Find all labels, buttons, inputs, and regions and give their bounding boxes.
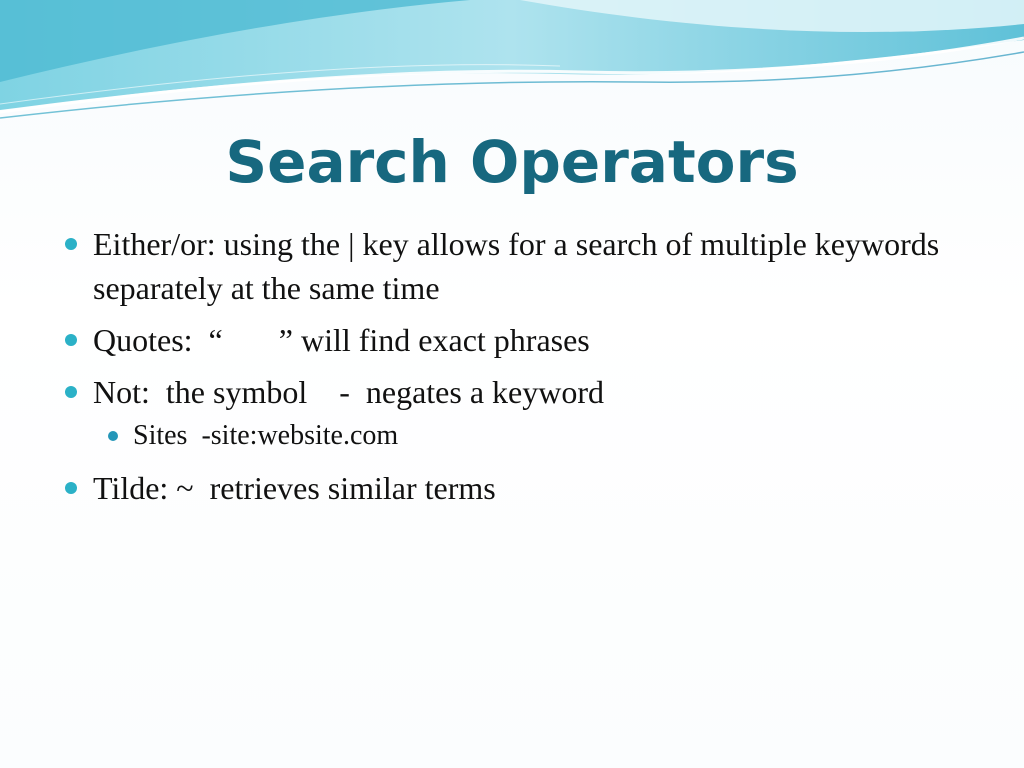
list-item [60, 370, 960, 414]
bullet-dot-icon [65, 238, 77, 250]
bullet-text: Tilde: ~ retrieves similar terms [93, 470, 496, 506]
bullet-text: Not: the symbol - negates a keyword [93, 374, 604, 410]
sub-bullet-text: Sites -site:website.com [133, 420, 399, 451]
bullet-dot-icon [65, 334, 77, 346]
bullet-list [60, 222, 960, 518]
bullet-text: Either/or: using the | key allows for a search of multiple keywords separately at the same time [93, 226, 940, 306]
bullet-dot-icon [65, 386, 77, 398]
slide-title: Search Operators [225, 128, 799, 196]
sub-list-item [60, 416, 960, 456]
bullet-dot-icon [108, 431, 118, 441]
list-item [60, 466, 960, 510]
list-item [60, 222, 960, 310]
decorative-wave [0, 0, 1024, 130]
bullet-dot-icon [65, 482, 77, 494]
list-item [60, 318, 960, 362]
bullet-text: Quotes: “ ” will find exact phrases [93, 322, 590, 358]
